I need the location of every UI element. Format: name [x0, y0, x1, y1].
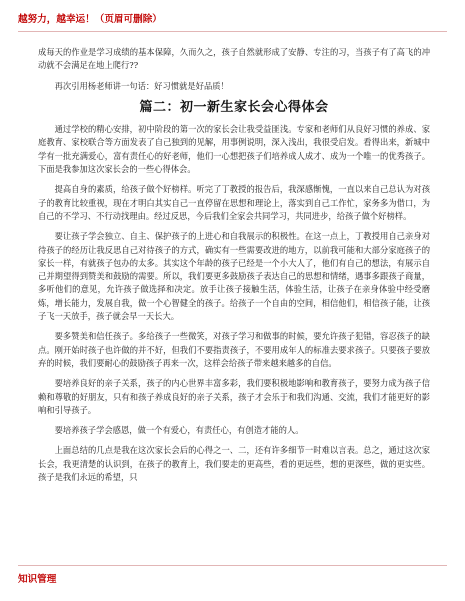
paragraph: 要培养孩子学会感恩，做一个有爱心，有责任心，有创造才能的人。	[54, 425, 304, 436]
paragraph: 要让孩子学会独立、自主、保护孩子的上进心和自我展示的积极性。在这一点上，丁教授用自己亲身对待孩子的经历让我反思自己对待孩子的方式，确实有一些需要改进的地方，以前我可能和大部分家庭孩子的家长一样，有就孩子包办的太多。其实这个年龄的孩子已经是一个小大人了，他们有自己的想法，有展示自己并期望得到赞美和鼓励的需要。所以，我们要更多鼓励孩子表达自己的思想和情绪，遇事多跟孩子商量，多听他们的意见，允许孩子做选择和决定。放手让孩子接触生活，体验生活，让孩子在亲身体验中经受磨炼，增长能力，发展自我，做一个心智健全的孩子。给孩子一个自由的空间，相信他们，相信孩子能，让孩子飞一天放手，孩子就会早一天长大。	[38, 231, 430, 322]
paragraph: 再次引用杨老师讲一句话：好习惯就是好品质！	[54, 80, 229, 91]
section-title: 篇二：初一新生家长会心得体会	[139, 99, 329, 115]
paragraph: 要多赞美和信任孩子。多给孩子一些微笑，对孩子学习和做事的时候，要允许孩子犯错，容忍孩子的缺点。刚开始时孩子也许做的并不好，但我们不要指责孩子，不要用成年人的标准去要求孩子。只要孩子要放弃的时候，我们要耐心的鼓励孩子再来一次，这样会给孩子带来越来越多的自信。	[38, 331, 430, 368]
document-body	[38, 46, 430, 491]
paragraph: 成每天的作业是学习成绩的基本保障，久而久之，孩子自然就形成了安静、专注的习，当孩子有了高飞的冲动就不会满足在地上爬行??	[38, 47, 430, 71]
page-header: 越努力，越幸运！（页眉可删除）	[18, 14, 162, 25]
paragraph: 通过学校的精心安排，初中阶段的第一次的家长会让我受益匪浅。专家和老师们从良好习惯的养成、家庭教育、家校联合等方面发表了自己独到的见解，用事例说明，深入浅出，我很受启发。看得出来，新城中学有一批充满爱心，富有责任心的好老师，他们一心想把孩子们培养成人成才、成为一个唯一的优秀孩子。下面是我参加这次家长会的一些心得体会。	[38, 124, 430, 175]
footer-divider	[18, 565, 447, 566]
header-divider	[18, 31, 447, 32]
page-footer: 知识管理	[18, 574, 57, 585]
paragraph: 要培养良好的亲子关系，孩子的内心世界丰富多彩，我们要积极地影响和教育孩子，要努力成为孩子信赖和尊敬的好朋友，只有和孩子养成良好的亲子关系，孩子才会乐于和我们沟通、交流，我们才能更好的影响和引导孩子。	[38, 378, 430, 415]
paragraph: 上面总结的几点是我在这次家长会后的心得之一、二，还有许多细节一时难以言表。总之，通过这次家长会，我更清楚的认识到，在孩子的教育上，我们要走的更高些，看的更远些，想的更深些，做的更实些。孩子是我们永远的希望，只	[38, 445, 430, 483]
paragraph: 提高自身的素质，给孩子做个好榜样。听完了丁教授的报告后，我深感惭愧，一直以来自己总认为对孩子的教育比较重视，现在才明白其实自己一直停留在思想和理论上，落实到自己工作忙，家务多为借口，为自己的不学习、不行动找理由。经过反思，今后我们全家会共同学习，共同进步，给孩子做个好榜样。	[38, 184, 430, 221]
